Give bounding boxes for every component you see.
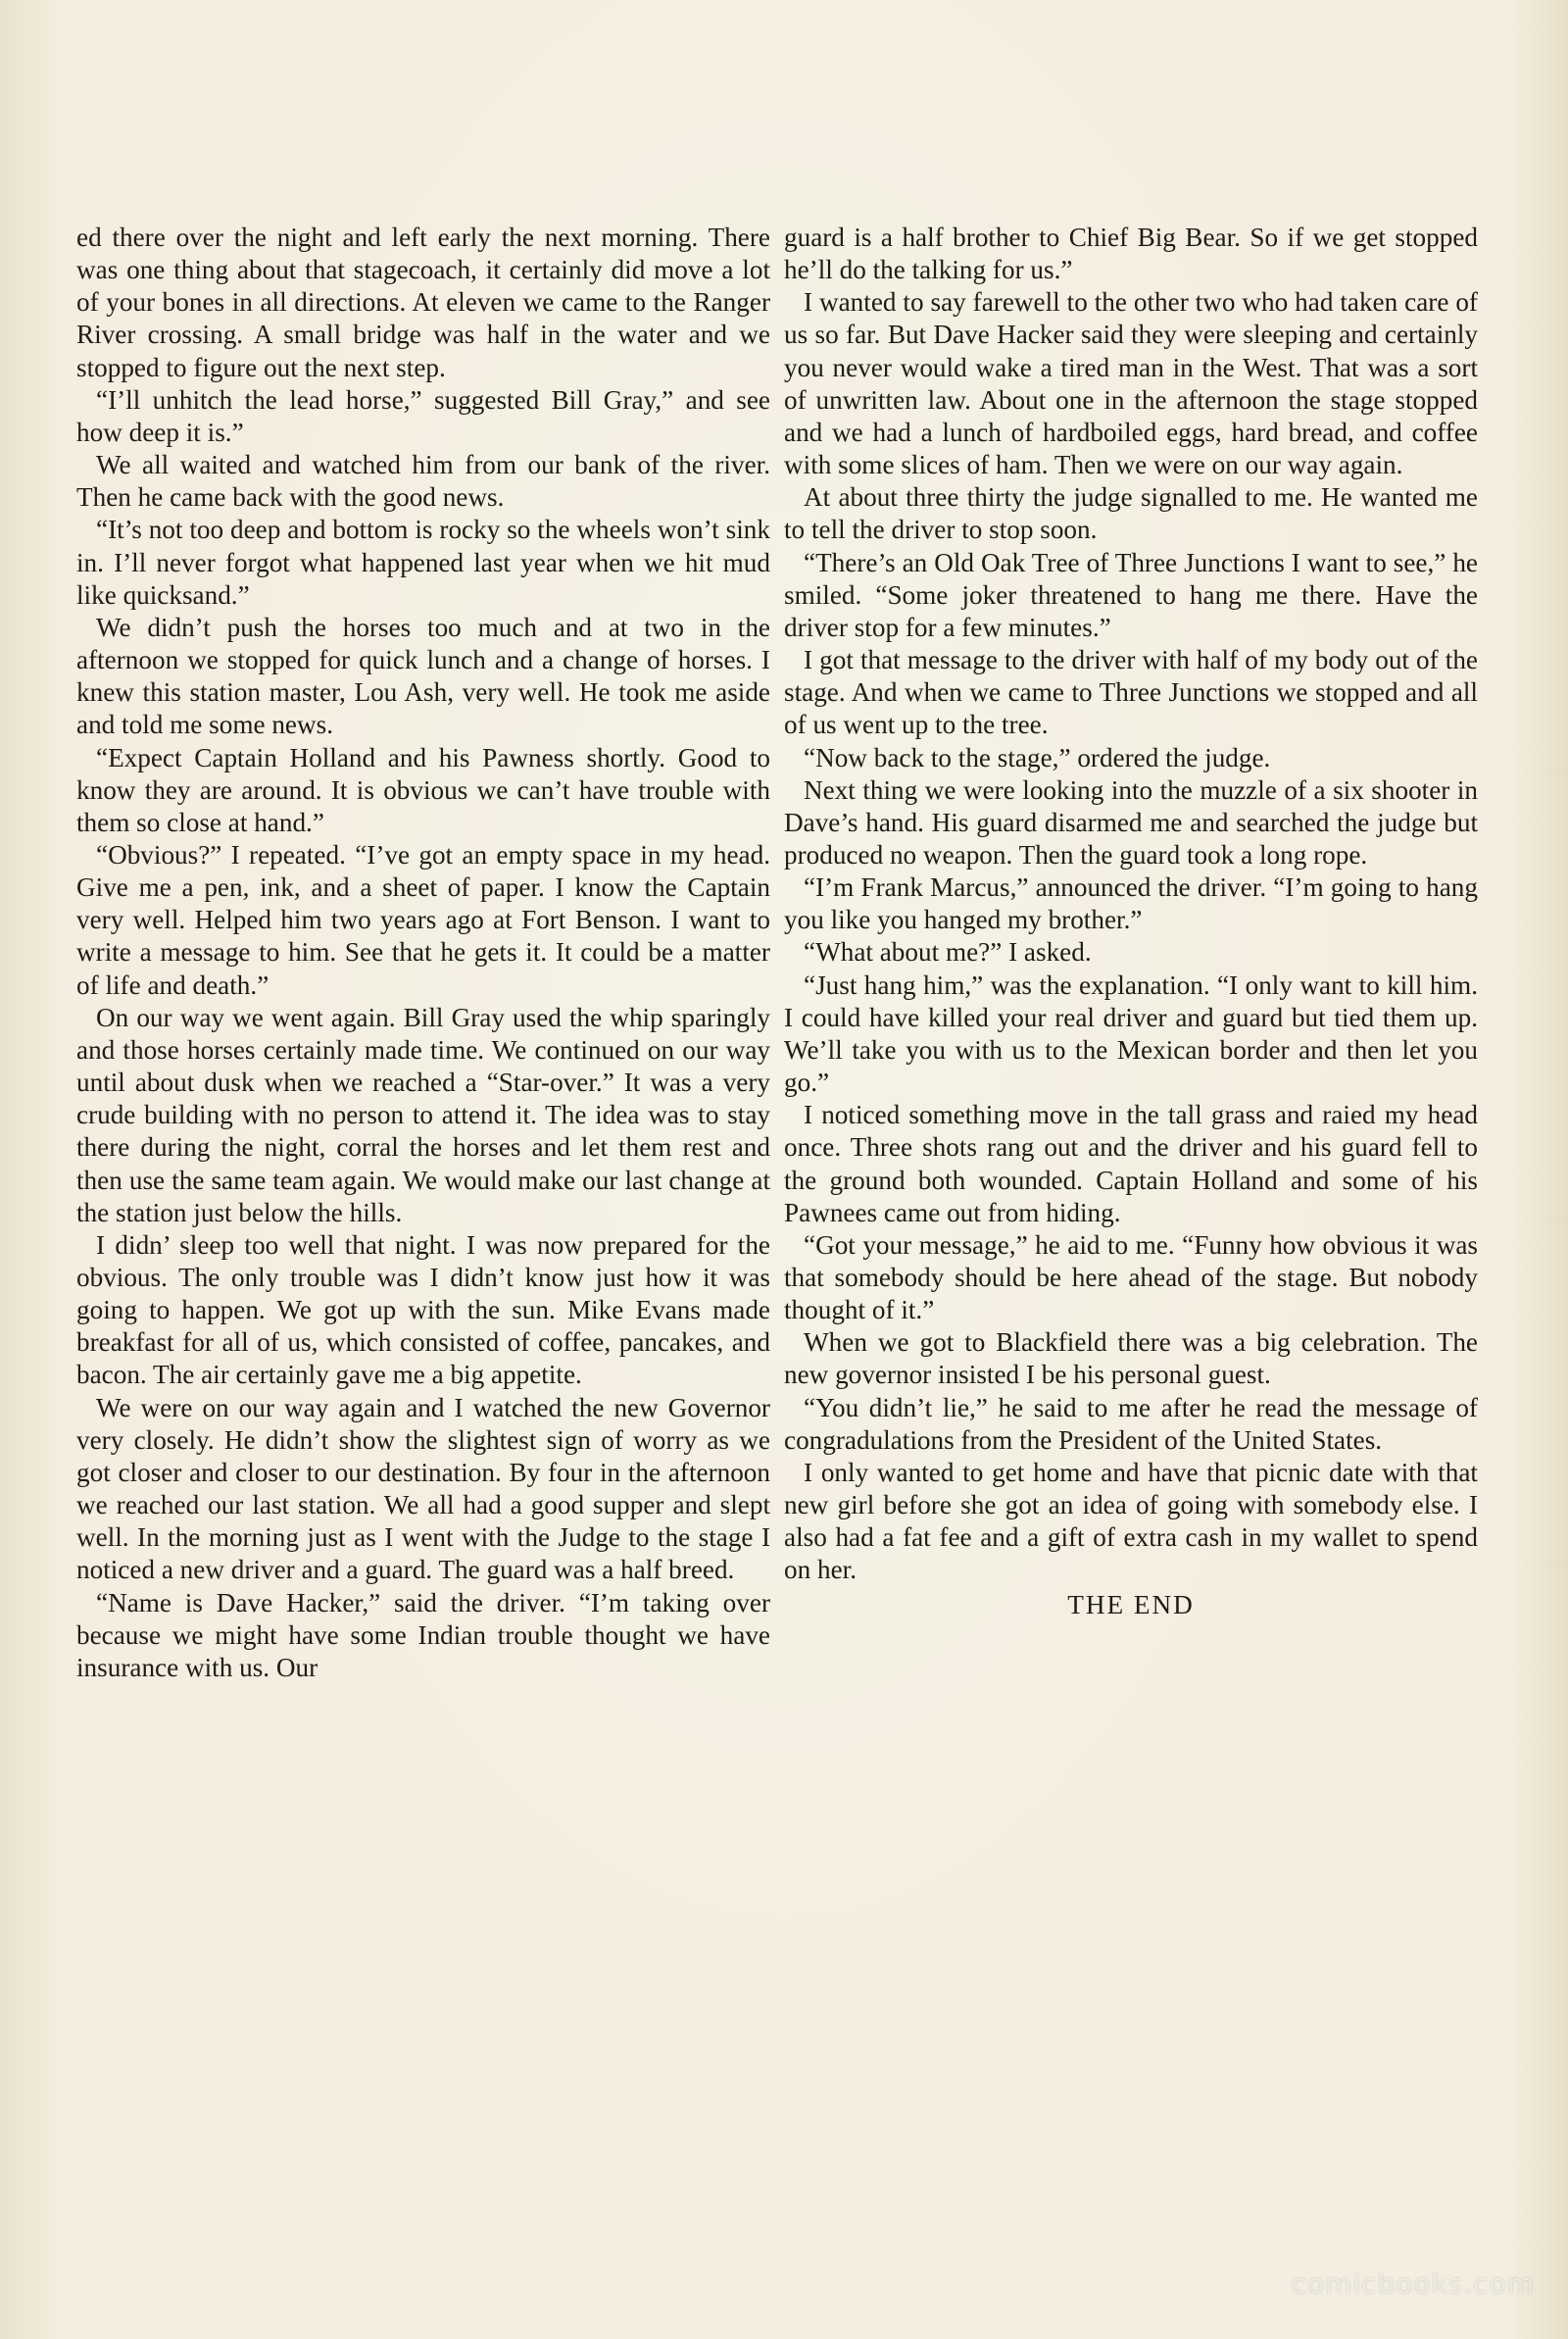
paragraph: guard is a half brother to Chief Big Bear. So if we get stopped he’ll do the talking for us.”	[784, 223, 1478, 285]
paragraph: I wanted to say farewell to the other two who had taken care of us so far. But Dave Hacker said they were sleeping and certainly you never would wake a tired man in the West. That was a sort of unwritten law. About one in the afternoon the stage stopped and we had a lunch of hardboiled eggs, hard bread, and coffee with some slices of ham. Then we were on our way again.	[784, 287, 1478, 480]
paragraph: “I’m Frank Marcus,” announced the driver. “I’m going to hang you like you hanged my brother.”	[784, 872, 1478, 935]
paragraph: I got that message to the driver with half of my body out of the stage. And when we came to Three Junctions we stopped and all of us went up to the tree.	[784, 645, 1478, 740]
paragraph: “It’s not too deep and bottom is rocky so the wheels won’t sink in. I’ll never forgot what happened last year when we hit mud like quicksand.”	[76, 515, 770, 610]
paragraph: “Just hang him,” was the explanation. “I only want to kill him. I could have killed your real driver and guard but tied them up. We’ll take you with us to the Mexican border and then let you go.”	[784, 970, 1478, 1098]
the-end-label: THE END	[1067, 1589, 1195, 1619]
paragraph: We all waited and watched him from our bank of the river. Then he came back with the good news.	[76, 450, 770, 513]
paragraph: I noticed something move in the tall grass and raied my head once. Three shots rang out and the driver and his guard fell to the ground both wounded. Captain Holland and some of his Pawnees came out from hiding.	[784, 1100, 1478, 1227]
paragraph: I didn’ sleep too well that night. I was now prepared for the obvious. The only trouble was I didn’t know just how it was going to happen. We got up with the sun. Mike Evans made breakfast for all of us, which consisted of coffee, pancakes, and bacon. The air certainly gave me a big appetite.	[76, 1229, 770, 1390]
paragraph: When we got to Blackfield there was a big celebration. The new governor insisted I be his personal guest.	[784, 1327, 1478, 1390]
right-column	[784, 222, 1478, 1621]
paragraph: “Got your message,” he aid to me. “Funny how obvious it was that somebody should be here ahead of the stage. But nobody thought of it.”	[784, 1229, 1478, 1325]
paragraph: ed there over the night and left early the next morning. There was one thing about that stagecoach, it certainly did move a lot of your bones in all directions. At eleven we came to the Ranger River crossing. A small bridge was half in the water and we stopped to figure out the next step.	[76, 223, 770, 382]
paragraph: I only wanted to get home and have that picnic date with that new girl before she got an idea of going with somebody else. I also had a fat fee and a gift of extra cash in my wallet to spend on her.	[784, 1457, 1478, 1585]
paragraph: Next thing we were looking into the muzzle of a six shooter in Dave’s hand. His guard disarmed me and searched the judge but produced no weapon. Then the guard took a long rope.	[784, 774, 1478, 870]
watermark: comicbooks.com	[1291, 2267, 1535, 2300]
left-column	[76, 222, 770, 1684]
paragraph: “I’ll unhitch the lead horse,” suggested Bill Gray,” and see how deep it is.”	[76, 384, 770, 447]
paragraph: “You didn’t lie,” he said to me after he read the message of congradulations from the President of the United States.	[784, 1392, 1478, 1455]
paragraph: “What about me?” I asked.	[804, 937, 1092, 968]
paragraph: We didn’t push the horses too much and at two in the afternoon we stopped for quick lunch and a change of horses. I knew this station master, Lou Ash, very well. He took me aside and told me some news.	[76, 612, 770, 740]
paragraph: On our way we went again. Bill Gray used the whip sparingly and those horses certainly made time. We continued on our way until about dusk when we reached a “Star-over.” It was a very crude building with no person to attend it. The idea was to stay there during the night, corral the horses and let them rest and then use the same team again. We would make our last change at the station just below the hills.	[76, 1002, 770, 1227]
paragraph: “Expect Captain Holland and his Pawness shortly. Good to know they are around. It is obvious we can’t have trouble with them so close at hand.”	[76, 742, 770, 837]
paragraph: We were on our way again and I watched the new Governor very closely. He didn’t show the slightest sign of worry as we got closer and closer to our destination. By four in the afternoon we reached our last station. We all had a good supper and slept well. In the morning just as I went with the Judge to the stage I noticed a new driver and a guard. The guard was a half breed.	[76, 1392, 770, 1585]
paragraph: “Name is Dave Hacker,” said the driver. “I’m taking over because we might have some Indian trouble thought we have insurance with us. Our	[76, 1587, 770, 1682]
paragraph: “There’s an Old Oak Tree of Three Junctions I want to see,” he smiled. “Some joker threatened to hang me there. Have the driver stop for a few minutes.”	[784, 547, 1478, 642]
paragraph: “Obvious?” I repeated. “I’ve got an empty space in my head. Give me a pen, ink, and a sheet of paper. I know the Captain very well. Helped him two years ago at Fort Benson. I want to write a message to him. See that he gets it. It could be a matter of life and death.”	[76, 839, 770, 1000]
paragraph: “Now back to the stage,” ordered the judge.	[804, 742, 1271, 772]
paragraph: At about three thirty the judge signalled to me. He wanted me to tell the driver to stop soon.	[784, 482, 1478, 545]
